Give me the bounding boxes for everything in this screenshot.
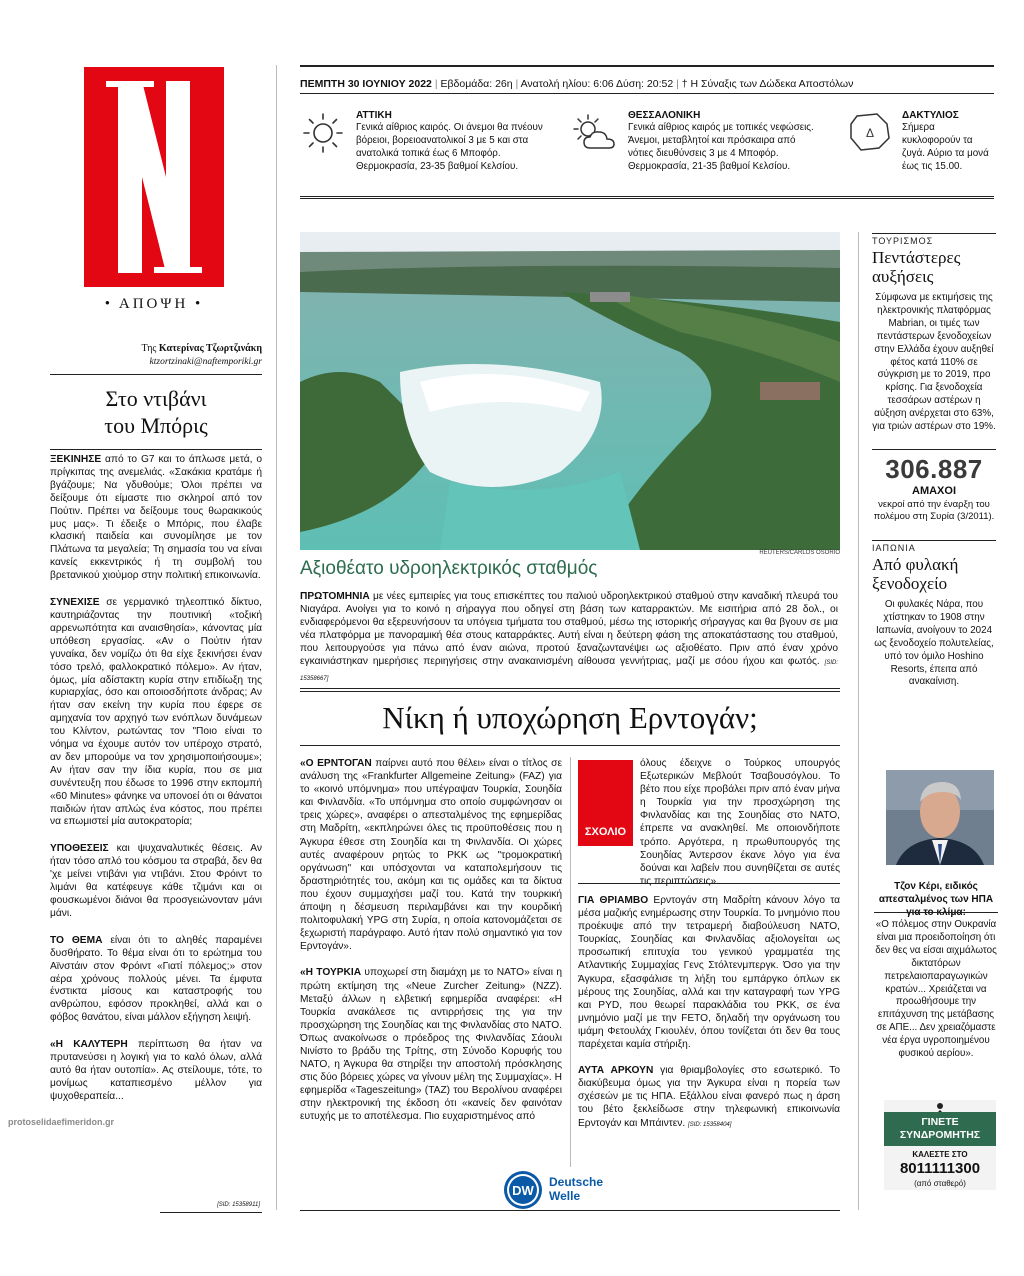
headline-tourism: Πεντάστερες αυξήσεις — [872, 248, 961, 286]
subscribe-box[interactable] — [884, 1100, 996, 1190]
byline — [50, 343, 262, 354]
divider — [872, 449, 996, 450]
divider — [50, 374, 262, 375]
column-separator — [276, 65, 277, 1210]
divider — [300, 745, 840, 746]
paragraph: ΥΠΟΘΕΣΕΙΣ και ψυχαναλυτικές θέσεις. Αν ήταν τόσο απλό του κόσμου τα στραβά, δεν θα 'χε μείνει ντιβάνι για ντιβάνι. Στου Φρόιντ το λιμάνι θα κατέφευγε κάθε τζιμάνι και οι φουσκωμένοι διάνοι θα προσγειώνονταν μάνι μάνι. — [50, 843, 262, 919]
paragraph: ΑΥΤΑ ΑΡΚΟΥΝ για θριαμβολογίες στο εσωτερικό. Το διακύβευμα όμως για την Άγκυρα είναι η πορεία των σχέσεών με τις ΗΠΑ. Εξάλλου είναι φανερό πως η άρση του βέτο ξεκλείδωσε στην τηλεφωνική επικοινωνία Ερντογάν και Μπάιντεν. [SID: 15358404] — [578, 1065, 840, 1129]
date-line: ΠΕΜΠΤΗ 30 ΙΟΥΝΙΟΥ 2022 | Εβδομάδα: 26η | Ανατολή ηλίου: 6:06 Δύση: 20:52 | † Η Σύναξις των Δώδεκα Αποστόλων — [300, 78, 854, 90]
niagara-falls-photo — [300, 232, 840, 550]
header-rule — [300, 93, 994, 94]
photo-credit: REUTERS/CARLOS OSORIO — [759, 550, 840, 556]
bottom-rule — [300, 1210, 840, 1211]
kicker-japan: ΙΑΠΩΝΙΑ — [872, 542, 916, 553]
byline-email: ktzortzinaki@naftemporiki.gr — [149, 357, 262, 367]
weather-thessaloniki: ΘΕΣΣΑΛΟΝΙΚΗ Γενικά αίθριος καιρός με τοπικές νεφώσεις. Άνεμοι, μεταβλητοί και πρόσκαιρα από νότιες διευθύνσεις 3 με 4 Μποφόρ. Θερμοκρασία, 21-35 βαθμοί Κελσίου. — [628, 110, 814, 172]
subscribe-note: (από σταθερό) — [914, 1179, 966, 1188]
subscribe-call: ΚΑΛΕΣΤΕ ΣΤΟ — [912, 1150, 968, 1159]
ring-road-icon — [847, 112, 893, 152]
paragraph: ΓΙΑ ΘΡΙΑΜΒΟ Ερντογάν στη Μαδρίτη κάνουν λόγο τα μέσα μαζικής ενημέρωσης στην Τουρκία. Το μνημόνιο που προέκυψε από την τετραμερή διαβούλευση ΝΑΤΟ, Τουρκίας, Σουηδίας και Φινλανδίας αξιολογείται ως προσωπική επιτυχία του γενικού γραμματέα της Ατλαντικής Συμμαχίας Γενς Στόλτενμπεργκ. Όσο για την Άγκυρα, εξασφάλισε τη λήξη του εμπάργκο όπλων εκ μέρους της Σουηδίας, αλλά και την καταγραφή των YPG και PYD, που θεωρεί παρακλάδια του ΡΚΚ, σε ένα μνημόνιο μαζί με την FETO, δηλαδή την οργάνωση του ιμάμη Φετουλάχ Γκιουλέν, όπου τονίζεται ότι δεν θα τους παρέχεται καμία στήριξη. — [578, 895, 840, 1051]
column-separator — [858, 232, 859, 1210]
weather-ring-road: ΔΑΚΤΥΛΙΟΣ Σήμερα κυκλοφορούν τα ζυγά. Αύριο τα μονά έως τις 15.00. — [902, 110, 989, 172]
divider — [872, 540, 996, 541]
sun-icon — [300, 110, 346, 156]
article-column-2 — [578, 894, 840, 1132]
sun-cloud-icon — [570, 112, 620, 158]
sunrise-sunset: Ανατολή ηλίου: 6:06 Δύση: 20:52 — [520, 78, 674, 90]
big-number: 306.887 — [885, 453, 983, 484]
sid-code: [SID: 15358667] — [300, 660, 838, 682]
paragraph: ΞΕΚΙΝΗΣΕ από το G7 και το άπλωσε μετά, ο πρίγκιπας της ανεμελιάς. «Σακάκια κρατάμε ή βγάζουμε; Να γδυθούμε; Όλοι πρέπει να δείξουμε ότι είμαστε πιο σκληροί από τον Πούτιν. Πρέπει να δείξουμε τους θωρακικούς μυς μας». Τι έδειξε ο Μπόρις, που έλαβε κλασική παιδεία και συνομίλησε με τον Πλάτωνα τα μεγαλεία; Τη σημασία του να είναι κανείς εκκεντρικός ή τη συμβολή του βρετανικού χιούμορ στην πολιτική επικοινωνία. — [50, 454, 262, 582]
dw-line1: Deutsche — [549, 1175, 604, 1189]
header-rule — [300, 65, 994, 67]
big-number-label: ΑΜΑΧΟΙ — [912, 484, 956, 497]
watermark: protoselidaefimeridon.gr — [8, 1117, 115, 1127]
column-separator — [570, 757, 571, 1167]
paragraph: ΤΟ ΘΕΜΑ είναι ότι το αληθές παραμένει δυσθήρατο. Το θέμα είναι ότι το ερώτημα του Αϊνστάιν στον Φρόιντ «Γιατί πόλεμος;» στον αέρα χρόνους πολλούς μένει. Τα έμφυτα ένστικτα μίσους και καταστροφής του ανθρώπου, εφόσον προκληθεί, αλλά και ο φόβος θανάτου, είναι μάλλον εξήγηση λειψή. — [50, 934, 263, 1024]
weather-attica: ΑΤΤΙΚΗ Γενικά αίθριος καιρός. Οι άνεμοι θα πνέουν βόρειοι, βορειοανατολικοί 3 με 5 και στα ανατολικά τοπικά έως 6 Μποφόρ. Θερμοκρασία, 23-35 βαθμοί Κελσίου. — [356, 110, 543, 172]
paragraph: όλους έδειχνε ο Τούρκος υπουργός Εξωτερικών Μεβλούτ Τσαβουσόγλου. Το βέτο που είχε προβάλει πριν από έναν μήνα η Τουρκία για την προσχώρηση της Φινλανδίας και της Σουηδίας στο ΝΑΤΟ, έπρεπε να ανακληθεί. Με οποιονδήποτε τρόπο. Αργότερα, η πρωθυπουργός της Σουηδίας Άντερσον έκανε λόγο για ένα δούναι και λαβείν που συνηθίζεται σε αυτές τις περιπτώσεις». — [640, 758, 840, 887]
feast-day: † Η Σύναξις των Δώδεκα Αποστόλων — [681, 78, 854, 90]
subscribe-phone[interactable]: 8011111300 — [899, 1160, 981, 1177]
paragraph: «Ο ΕΡΝΤΟΓΑΝ παίρνει αυτό που θέλει» είναι ο τίτλος σε ανάλυση της «Frankfurter Allgemeine Zeitung» (FAZ) για το «κοινό υπόμνημα» που υπέγραψαν Τουρκία, Σουηδία και Φινλανδία. «Το υπόμνημα στο οποίο συμφώνησαν οι τρεις χώρες», αναφέρει ο απεσταλμένος της εφημερίδας στη Μαδρίτη, «εκπληρώνει όλες τις προϋποθέσεις που η Άγκυρα έθεσε στη Σουηδία και τη Φινλανδία. Οι χώρες αυτές αναφέρουν ρητώς το ΡΚΚ ως "τρομοκρατική οργάνωση" και υπόσχονται να καταπολεμήσουν τις δραστηριότητές του, ακόμη και τις ομάδες και τα δίκτυα που έχουν συμμαχήσει μαζί του. Κατά την τουρκική άποψη η δέσμευση περιλαμβάνει και την κουρδική πολιτοφυλακή YPG στη Συρία, η οποία κατονομάζεται σε ξεχωριστή παράγραφο. Αυτό ήταν πολύ σημαντικό για τον Ερντογάν». — [300, 758, 563, 953]
date: ΠΕΜΠΤΗ 30 ΙΟΥΝΙΟΥ 2022 — [300, 78, 432, 90]
paragraph: ΣΥΝΕΧΙΣΕ σε γερμανικό τηλεοπτικό δίκτυο, καυτηριάζοντας την πουτινική «τοξική αρρενωπότητα και αναισθησία», κάνοντας μία υπόθεση εργασίας. «Αν ο Πούτιν ήταν γυναίκα, δεν νομίζω ότι θα είχε ξεκινήσει έναν τόσο τρελό, φαλλοκρατικό πόλεμο». Αν ήταν, όμως, μία αδίστακτη κυρία στην επιδίωξη της κυριαρχίας, όσο και οποιοσδήποτε άνδρας; Αν ήταν σαν εκείνη την κυρία που έφερε σε αμηχανία τον αρχηγό των ενόπλων δυνάμεων του Κλίντον, ρωτώντας τον "Ποιο είναι το νόημα να έχουμε αυτόν τον υπέροχο στρατό, αν δεν μπορούμε να τον χρησιμοποιήσουμε»; Αν ήταν σαν την ίδια κυρία, που σε μια συνέντευξη που έδωσε το 1996 στην εκπομπή «60 Minutes» φάνηκε να υπονοεί ότι οι θάνατοι παιδιών ήταν απλώς ένα κόστος, που πρέπει να επωμιστεί μία αυτοκρατορία; — [50, 597, 262, 828]
byline-name: Κατερίνας Τζωρτζινάκη — [158, 343, 262, 354]
quote-text: «Ο πόλεμος στην Ουκρανία είναι μια προειδοποίηση ότι δεν θες να είσαι αιχμάλωτος δικτατόρων πετρελαιοπαραγωγικών κρατών... Χρειάζεται να προωθήσουμε την επιτάχυνση της μετάβασης σε ΑΠΕ... Δεν χρειαζόμαστε νέα έργα υγροποιημένου φυσικού αερίου». — [875, 919, 997, 1060]
kicker-tourism: ΤΟΥΡΙΣΜΟΣ — [872, 236, 934, 246]
subscribe-title: ΓΙΝΕΤΕ ΣΥΝΔΡΟΜΗΤΗΣ — [884, 1112, 996, 1146]
photo-headline: Αξιοθέατο υδροηλεκτρικός σταθμός — [300, 558, 598, 579]
divider — [160, 1212, 262, 1213]
divider — [578, 883, 840, 884]
section-rule — [300, 688, 840, 692]
sid-code: [SID: 15358911] — [217, 1202, 260, 1208]
byline-prefix: Της — [141, 343, 159, 354]
divider — [50, 449, 262, 450]
john-kerry-photo — [886, 770, 994, 865]
big-number-text: νεκροί από την έναρξη του πολέμου στη Συρία (3/2011). — [873, 498, 995, 522]
divider — [874, 912, 998, 913]
quote-caption: Τζον Κέρι, ειδικός απεσταλμένος των ΗΠΑ για το κλίμα: — [878, 881, 994, 918]
headline-japan: Από φυλακή ξενοδοχείο — [872, 554, 959, 593]
deutsche-welle-logo — [503, 1170, 643, 1210]
section-rule — [300, 196, 994, 199]
section-label: • ΑΠΟΨΗ • — [104, 296, 204, 312]
article-column-2-top — [640, 757, 840, 888]
opinion-headline: Στο ντιβάνι του Μπόρις — [104, 386, 208, 438]
article-column-1 — [300, 757, 562, 1124]
comment-badge: ΣΧΟΛΙΟ — [578, 760, 633, 846]
dw-line2: Welle — [549, 1189, 581, 1203]
sidebar-column — [872, 233, 996, 689]
paragraph: «Η ΚΑΛΥΤΕΡΗ περίπτωση θα ήταν να πρυτανεύσει η λογική για το καλό όλων, αλλά αυτό θα ήταν ουτοπία». Ας στείλουμε, τότε, το μονίμως καταπιεσμένο μέλλον για ψυχοθεραπεία... — [50, 1039, 263, 1102]
opinion-column — [50, 343, 262, 1104]
newspaper-logo — [84, 67, 224, 287]
n-logo-icon — [84, 67, 224, 287]
paragraph: «Η ΤΟΥΡΚΙΑ υποχωρεί στη διαμάχη με το ΝΑΤΟ» είναι η πρώτη εκτίμηση της «Neue Zurcher Zeitung» (NZZ). Μεταξύ άλλων η ελβετική εφημερίδα αναφέρει: «Η Τουρκία ανακάλεσε τις αντιρρήσεις της για την προσχώρηση της Σουηδίας και της Φινλανδίας στο ΝΑΤΟ. Όπως ανακοίνωσε ο πρόεδρος της Φινλανδίας Σάουλι Νινίστο το βράδυ της Τρίτης, στη Σύνοδο Κορυφής του ΝΑΤΟ, η Άγκυρα θα στηρίξει την αποστολή πρόσκλησης στις δύο βόρειες χώρες να γίνουν μέλη της Συμμαχίας». Η εφημερίδα «Tageszeitung» (TAZ) του Βερολίνου αναφέρει στην ηλεκτρονική της έκδοση ότι «κανείς δεν φαινόταν ευτυχής με το αποτέλεσμα. Πιο ευχαριστημένος από — [300, 967, 562, 1123]
photo-caption: ΠΡΩΤΟΜΗΝΙΑ με νέες εμπειρίες για τους επισκέπτες του παλιού υδροηλεκτρικού σταθμού στην καναδική πλευρά του Νιαγάρα. Ανοίγει για το κοινό η σήραγγα που οδηγεί στη βάση των καταρρακτών. Με εισιτήρια από 28 δολ., οι ενδιαφερόμενοι θα εξερευνήσουν τα υπόγεια τμήματα του σταθμού, μέσω της ιστορικής σήραγγας και θα βγουν σε μια νέα πλατφόρμα με πανοραμική θέα στους καταρράκτες. Αυτή είναι η δεύτερη φάση της αποκατάστασης του σταθμού, που λειτουργούσε για πάνω από έναν αιώνα, προτού ξαναζωντανέψει ως αξιοθέατο. Πριν από έναν χρόνο εγκαινιάστηκαν ημερήσιες περιηγήσεις στην ανακαινισμένη αίθουσα γεννήτριας, μαζί με σόου ήχου και φωτός. [SID: 15358667] — [300, 591, 838, 682]
text-japan: Οι φυλακές Νάρα, που χτίστηκαν το 1908 στην Ιαπωνία, ανοίγουν το 2024 ως ξενοδοχείο πολυτελείας, υπό τον όμιλο Hoshino Resorts, έπειτα από ανακαίνιση. — [874, 598, 994, 688]
sid-code: [SID: 15358404] — [688, 1121, 732, 1128]
divider — [872, 233, 996, 234]
text-tourism: Σύμφωνα με εκτιμήσεις της ηλεκτρονικής πλατφόρμας Mabrian, οι τιμές των πεντάστερων ξενοδοχείων στην Ελλάδα έχουν αυξηθεί φέτος κατά 110% σε σύγκριση με το 2019, προ κρίσης. Για ξενοδοχεία τεσσάρων αστέρων η αύξηση ανέρχεται στο 63%, για τριών αστέρων στο 19%. — [872, 292, 996, 433]
week: Εβδομάδα: 26η — [440, 78, 513, 90]
svg-text:Δ: Δ — [865, 126, 875, 140]
main-headline: Νίκη ή υποχώρηση Ερντογάν; — [382, 700, 758, 735]
svg-text:DW: DW — [512, 1183, 534, 1198]
